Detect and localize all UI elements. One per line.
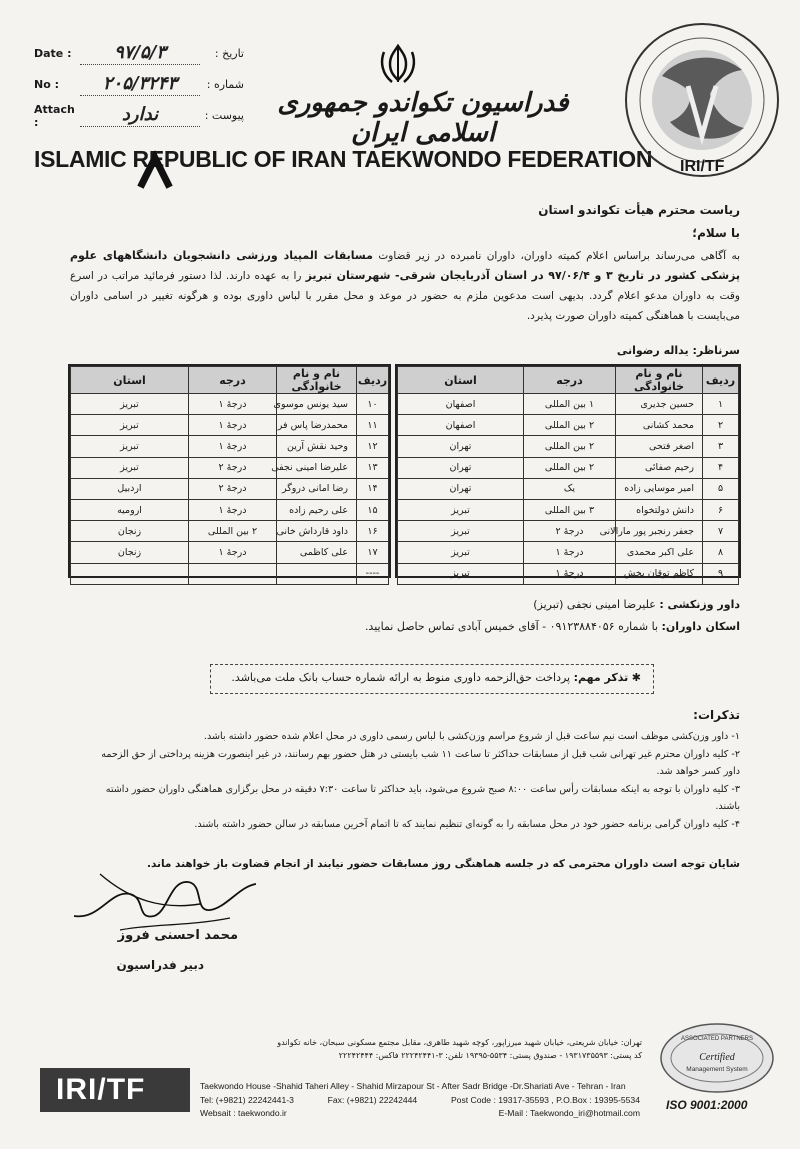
emblem-icon [378,42,418,86]
cell-full-name: علیرضا امینی نجفی [277,457,357,478]
cell-full-name: وحید نقش آرین [277,436,357,457]
footer-web-row [200,1107,640,1121]
cell-province: تبریز [398,521,524,542]
notice-text: پرداخت حق‌الزحمه داوری منوط به ارائه شماره حساب بانک ملت می‌باشد. [231,671,571,684]
certification-seal-icon [658,1020,776,1096]
lodging-label: اسکان داوران: [661,620,740,633]
cert-mid-text: Certified [699,1052,735,1063]
table-row [398,542,739,563]
cell-full-name: علی رحیم زاده [277,499,357,520]
final-note: شایان توجه است داوران محترمی که در جلسه هماهنگی روز مسابقات حضور نیابند از انجام قضاوت باز خواهند ماند. [146,858,740,870]
cell-province: تبریز [71,415,189,436]
note-item: ۴- کلیه داوران گرامی برنامه حضور خود در محل مسابقه را به گونه‌ای تنظیم نمایند که تا اتمام آخرین مسابقه در سالن حضور داشته باشند. [194,818,740,830]
cell-grade: درجۀ ۱ [189,415,277,436]
cell-full-name: سید یونس موسوی [277,394,357,415]
referee-table-right [395,364,741,578]
cell-grade: درجۀ ۱ [189,542,277,563]
cell-full-name: محمد کشانی [616,415,703,436]
number-label-fa: شماره : [206,78,244,91]
cell-full-name: امیر موسایی زاده [616,478,703,499]
cell-province: تبریز [71,457,189,478]
cell-grade: درجۀ ۲ [524,521,616,542]
table-row [398,499,739,520]
cell-province: زنجان [71,542,189,563]
col-full-name: نام و نام خانوادگی [277,367,357,394]
cell-row-number: ۱ [703,394,739,415]
cell-province: ارومیه [71,499,189,520]
cell-grade: درجۀ ۱ [524,542,616,563]
footer-post: Post Code : 19317-35593 , P.O.Box : 19395-5534 [450,1094,640,1105]
date-label: Date : [34,47,72,60]
col-row-number: ردیف [703,367,739,394]
cell-row-number: ۱۱ [357,415,389,436]
cell-full-name: علی اکبر محمدی [616,542,703,563]
cell-grade: درجۀ ۱ [189,499,277,520]
cell-row-number: ۶ [703,499,739,520]
footer-website: Websait : taekwondo.ir [200,1108,287,1118]
cell-full-name: رحیم صفائی [616,457,703,478]
cert-top-text: ASSOCIATED PARTNERS [680,1036,754,1042]
footer-email: E-Mail : Taekwondo_iri@hotmail.com [498,1108,640,1118]
cell-province: تبریز [71,394,189,415]
cell-row-number: ۲ [703,415,739,436]
date-row [34,38,244,69]
kick-mark-icon [140,150,170,188]
number-label: No : [34,78,59,91]
federation-name-fa: فدراسیون تکواندو جمهوری اسلامی ایران [277,88,569,148]
note-item: ۳- کلیه داوران با توجه به اینکه مسابقات رأس ساعت ۸:۰۰ صبح شروع می‌شود، باید حداکثر تا ساعت ۷:۳۰ دقیقه در محل برگزاری هماهنگی داوران حضور داشته باشند. [105,783,740,812]
cell-row-number: ۱۷ [357,542,389,563]
cell-row-number: ۱۶ [357,521,389,542]
cell-province: تبریز [398,499,524,520]
cell-grade: ۲ بین المللی [524,457,616,478]
cell-full-name: داود قارداش خانی [277,521,357,542]
cell-grade: درجۀ ۲ [189,478,277,499]
table-row [71,415,389,436]
referee-table-left [68,364,391,578]
attach-row [34,100,244,131]
attach-label: Attach : [34,102,75,129]
cell-row-number: ۵ [703,478,739,499]
col-province: استان [398,367,524,394]
star-icon: ✱ [631,671,641,684]
weigh-in-referee [533,598,740,611]
cell-full-name: دانش دولتخواه [616,499,703,520]
lodging-value: با شماره ۰۹۱۲۳۸۸۴۰۵۶ - آقای خمیس آبادی تماس حاصل نمایید. [364,620,659,633]
cell-row-number: ۱۵ [357,499,389,520]
footer-phone-row [200,1094,640,1108]
cell-grade: ۲ بین المللی [524,415,616,436]
table-row [71,563,389,584]
cell-row-number: ۷ [703,521,739,542]
table-row [398,394,739,415]
cell-province: اصفهان [398,394,524,415]
chief-supervisor: سرناظر: یداله رضوانی [616,344,740,357]
cell-grade: ۲ بین المللی [524,436,616,457]
cell-province: اصفهان [398,415,524,436]
cell-province: تبریز [398,563,524,584]
notice-label: تذکر مهم: [573,671,629,684]
important-notice [210,664,654,694]
cell-grade: درجۀ ۱ [524,563,616,584]
cell-row-number: ۸ [703,542,739,563]
logo-text: IRI/TF [680,158,725,175]
col-row-number: ردیف [357,367,389,394]
number-row [34,69,244,100]
table-row [71,457,389,478]
paragraph-rest: را به عهده دارند. لذا دستور فرمائید مراتب در اسرع وقت به داوران مدعو اعلام گردد. بدیهی است مدعوین ملزم به حضور در موعد و محل مقرر با لباس داوری بوده و هرگونه تغییر در اسامی داوران می‌بایست با هماهنگی کمیته داوران صورت پذیرد. [70,270,740,322]
weigh-in-label: داور وزنکشی : [659,598,740,611]
attach-label-fa: پیوست : [204,109,244,122]
col-grade: درجه [189,367,277,394]
table-row [398,415,739,436]
table-row [71,394,389,415]
table-row [71,499,389,520]
table-row [71,521,389,542]
table-row [398,563,739,584]
col-province: استان [71,367,189,394]
cell-row-number: ۱۳ [357,457,389,478]
footer-address-fa [200,1036,642,1062]
cert-bottom-text: Management System [686,1066,748,1073]
footer-contact-line: کد پستی: ۱۹۳۱۷۳۵۵۹۳ - صندوق پستی: ۵۵۳۴-۱۹۳۹۵ تلفن: ۳-۲۲۲۴۲۴۴۱ فاکس: ۲۲۲۴۲۴۴۴ [338,1051,642,1060]
cell-grade: ۲ بین المللی [189,521,277,542]
cell-province: تبریز [71,436,189,457]
notes-list [90,728,740,833]
note-item: ۲- کلیه داوران محترم غیر تهرانی شب قبل از مسابقات حداکثر تا ساعت ۱۱ شب بایستی در هتل حضور بهم رسانند، در غیر اینصورت هزینه پرداختی از حق الزحمه داور کسر خواهد شد. [101,748,740,777]
footer-tel: Tel: (+9821) 22242441-3 [200,1094,294,1105]
cell-grade: ۳ بین المللی [524,499,616,520]
cell-full-name: رضا امانی دروگر [277,478,357,499]
weigh-in-value: علیرضا امینی نجفی (تبریز) [533,598,656,611]
paragraph-event: مسابقات المپیاد ورزشی دانشجویان دانشگاههای علوم پزشکی کشور در تاریخ ۳ و ۹۷/۰۶/۴ در استان آذربایجان شرقی- شهرستان تبریز [70,249,740,282]
signatory-name: محمد احسنی فروز [117,928,238,943]
cell-full-name: علی کاظمی [277,542,357,563]
greeting: با سلام؛ [692,226,740,240]
date-value: ۹۷/۵/۳ [80,43,200,65]
cell-province: زنجان [71,521,189,542]
table-row [398,436,739,457]
cell-full-name: اصغر فتحی [616,436,703,457]
note-item: ۱- داور وزن‌کشی موظف است نیم ساعت قبل از شروع مراسم وزن‌کشی با لباس رسمی داوری در محل اعلام شده حضور داشته باشد. [203,731,740,742]
number-value: ۲۰۵/۳۲۴۳ [80,74,200,96]
cell-grade [189,563,277,584]
federation-name-en: ISLAMIC REPUBLIC OF IRAN TAEKWONDO FEDERATION [34,146,653,172]
cell-province: تبریز [398,542,524,563]
iso-label: ISO 9001:2000 [666,1098,748,1112]
cell-province: اردبیل [71,478,189,499]
cell-grade: یک [524,478,616,499]
cell-row-number: ---- [357,563,389,584]
cell-grade: ۱ بین المللی [524,394,616,415]
footer-address-en [200,1080,640,1121]
table-row [71,542,389,563]
col-full-name: نام و نام خانوادگی [616,367,703,394]
table-row [398,457,739,478]
cell-full-name: جعفر رنجبر پور مارالانی [616,521,703,542]
cell-row-number: ۱۲ [357,436,389,457]
table-header-row [398,367,739,394]
cell-province: تهران [398,436,524,457]
cell-row-number: ۳ [703,436,739,457]
addressee: ریاست محترم هیأت تکواندو استان [538,203,740,217]
footer-fax: Fax: (+9821) 22242444 [327,1094,418,1105]
table-row [398,478,739,499]
cell-grade: درجۀ ۱ [189,394,277,415]
table-row [398,521,739,542]
body-paragraph [70,246,740,326]
table-header-row [71,367,389,394]
cell-full-name: کاظم توقان بخش [616,563,703,584]
cell-province: تهران [398,478,524,499]
cell-row-number: ۱۴ [357,478,389,499]
notes-title: تذکرات: [693,708,740,722]
signatory-title: دبیر فدراسیون [116,958,204,972]
attach-value: ندارد [80,105,200,127]
cell-row-number: ۴ [703,457,739,478]
footer-address-line: تهران: خیابان شریعتی، خیابان شهید میرزاپور، کوچه شهید طاهری، مقابل مجتمع مسکونی سبحان، خانه تکواندو [277,1038,642,1047]
footer-logo: IRI/TF [40,1068,190,1112]
cell-province: تهران [398,457,524,478]
cell-grade: درجۀ ۲ [189,457,277,478]
cell-province [71,563,189,584]
cell-row-number: ۱۰ [357,394,389,415]
paragraph-intro: به آگاهی می‌رساند براساس اعلام کمیته داوران، داوران نامبرده در زیر قضاوت [378,250,740,262]
cell-full-name: محمدرضا پاس فر [277,415,357,436]
table-row [71,478,389,499]
col-grade: درجه [524,367,616,394]
footer-address-line-en: Taekwondo House -Shahid Taheri Alley - Shahid Mirzapour St - After Sadr Bridge -Dr.Shariati Ave - Tehran - Iran [200,1081,626,1091]
cell-full-name [277,563,357,584]
table-row [71,436,389,457]
cell-row-number: ۹ [703,563,739,584]
cell-full-name: حسین جدیری [616,394,703,415]
letter-meta [34,38,244,131]
cell-grade: درجۀ ۱ [189,436,277,457]
date-label-fa: تاریخ : [214,47,244,60]
referee-lodging [365,620,740,633]
